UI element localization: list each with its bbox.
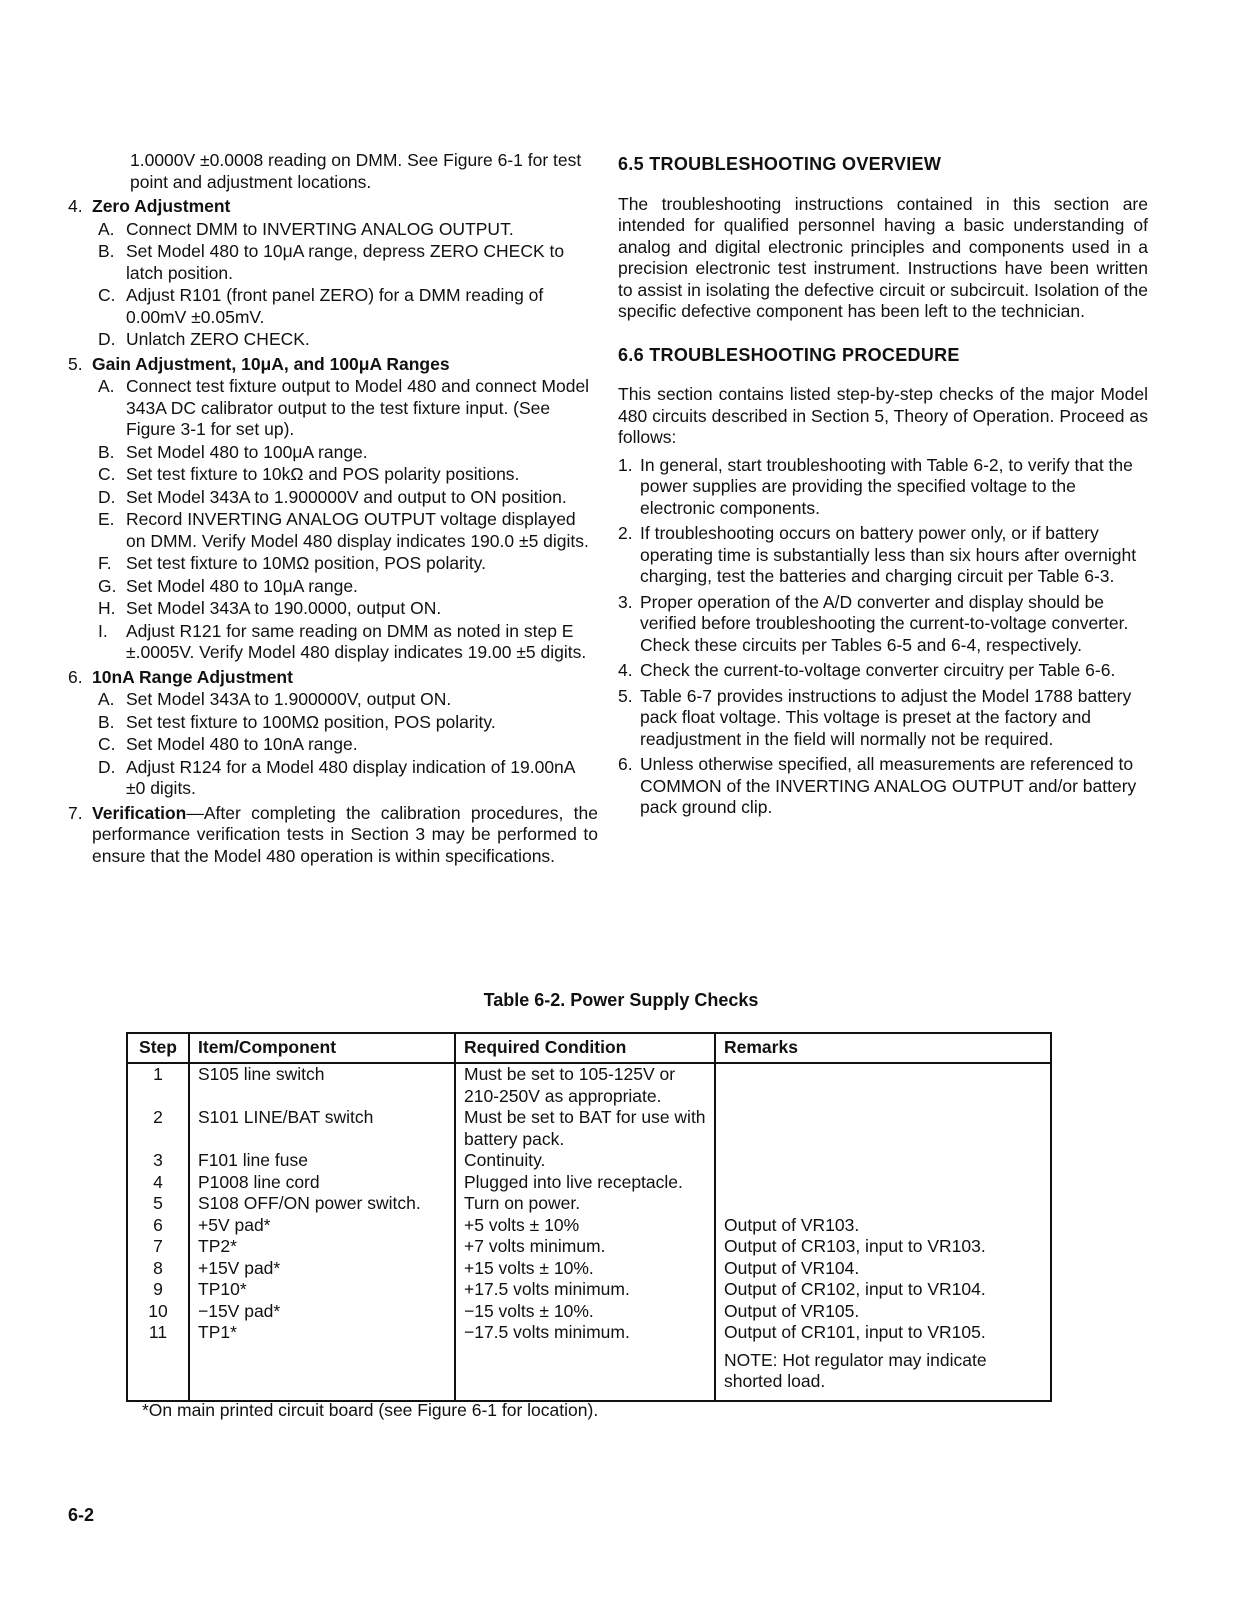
cell-step: 5 [127, 1193, 189, 1215]
substep-letter: C. [98, 734, 116, 754]
substep-text: Adjust R101 (front panel ZERO) for a DMM reading of 0.00mV ±0.05mV. [126, 285, 544, 327]
cell-step: 6 [127, 1215, 189, 1237]
substep [68, 487, 598, 509]
step-number: 6. [68, 666, 83, 687]
cell-condition: Turn on power. [455, 1193, 715, 1215]
cell-item: S101 LINE/BAT switch [189, 1107, 455, 1150]
step-text: In general, start troubleshooting with Table 6-2, to verify that the power supplies are providing the specified voltage to the electronic components. [640, 454, 1133, 518]
cell-item: TP10* [189, 1279, 455, 1301]
step-number: 6. [618, 754, 633, 774]
cell-condition: Must be set to BAT for use with battery pack. [455, 1107, 715, 1150]
step-text: If troubleshooting occurs on battery power only, or if battery operating time is substantially less than six hours after overnight charging, test the batteries and charging circuit per Table 6-3. [640, 523, 1137, 586]
substep-letter: H. [98, 598, 116, 618]
step-number: 5. [68, 353, 83, 374]
procedure-step [618, 686, 1148, 751]
substep [68, 219, 598, 241]
header-condition: Required Condition [455, 1033, 715, 1063]
cell-remarks: Output of VR103. [715, 1215, 1051, 1237]
substep-text: Set Model 480 to 10μA range, depress ZERO CHECK to latch position. [126, 241, 565, 283]
table-row [127, 1258, 1051, 1280]
table-row [127, 1322, 1051, 1344]
substep [68, 757, 598, 800]
step-title: Zero Adjustment [92, 196, 231, 216]
substep-text: Connect DMM to INVERTING ANALOG OUTPUT. [126, 218, 514, 239]
substep [68, 598, 598, 620]
cell-step: 11 [127, 1322, 189, 1344]
procedure-step [618, 754, 1148, 819]
step-number: 1. [618, 454, 633, 475]
table-row [127, 1301, 1051, 1323]
substep [68, 734, 598, 756]
cell-condition: +5 volts ± 10% [455, 1215, 715, 1237]
substep-text: Unlatch ZERO CHECK. [126, 329, 310, 349]
step-number: 2. [618, 523, 633, 543]
header-remarks: Remarks [715, 1033, 1051, 1063]
procedure-step [618, 660, 1148, 682]
table-row [127, 1193, 1051, 1215]
table-note-row [127, 1344, 1051, 1401]
table-row [127, 1150, 1051, 1172]
section-heading-procedure: 6.6 TROUBLESHOOTING PROCEDURE [618, 344, 960, 365]
table-footnote: *On main printed circuit board (see Figure 6-1 for location). [142, 1400, 599, 1420]
step-number: 3. [618, 591, 633, 612]
cell-condition: Must be set to 105-125V or 210-250V as appropriate. [455, 1063, 715, 1107]
table-row [127, 1172, 1051, 1194]
table-header-row [127, 1033, 1051, 1063]
cell-condition: −17.5 volts minimum. [455, 1322, 715, 1344]
step-number: 4. [68, 196, 83, 216]
cell-item: S108 OFF/ON power switch. [189, 1193, 455, 1215]
cell-condition: Plugged into live receptacle. [455, 1172, 715, 1194]
substep-letter: D. [98, 329, 116, 349]
substep-text: Set test fixture to 10MΩ position, POS polarity. [126, 553, 486, 573]
cell-remarks: Output of VR105. [715, 1301, 1051, 1323]
substep-letter: C. [98, 464, 116, 484]
cell-item: F101 line fuse [189, 1150, 455, 1172]
cell-item: TP1* [189, 1322, 455, 1344]
substep-letter: A. [98, 376, 115, 396]
substep [68, 329, 598, 351]
cell-condition: −15 volts ± 10%. [455, 1301, 715, 1323]
substep [68, 576, 598, 598]
cell-remarks [715, 1172, 1051, 1194]
cell-remarks [715, 1063, 1051, 1107]
cell-condition: +17.5 volts minimum. [455, 1279, 715, 1301]
substep [68, 464, 598, 486]
table-row [127, 1215, 1051, 1237]
continued-text: 1.0000V ±0.0008 reading on DMM. See Figure 6-1 for test point and adjustment locations. [130, 150, 582, 192]
substep-text: Set Model 480 to 10μA range. [126, 575, 358, 596]
step-text: Proper operation of the A/D converter and display should be verified before troubleshooting the current-to-voltage converter. Check these circuits per Tables 6-5 and 6-4, respectively. [640, 591, 1129, 655]
substep-letter: E. [98, 509, 115, 529]
header-item: Item/Component [189, 1033, 455, 1063]
table-row [127, 1236, 1051, 1258]
table-title: Table 6-2. Power Supply Checks [483, 990, 759, 1010]
procedure-paragraph: This section contains listed step-by-step checks of the major Model 480 circuits described in Section 5, Theory of Operation. Proceed as follows: [618, 384, 1148, 447]
page-number: 6-2 [68, 1505, 95, 1525]
substep-letter: C. [98, 285, 116, 305]
step-number: 5. [618, 685, 633, 706]
cell-step: 8 [127, 1258, 189, 1280]
cell-remarks [715, 1193, 1051, 1215]
cell-remarks: Output of CR101, input to VR105. [715, 1322, 1051, 1344]
cell-item: TP2* [189, 1236, 455, 1258]
step-6 [68, 667, 598, 689]
substep [68, 241, 598, 284]
substep-text: Set Model 343A to 190.0000, output ON. [126, 598, 442, 618]
substep [68, 621, 598, 664]
substep-letter: D. [98, 486, 116, 507]
procedure-step [618, 592, 1148, 657]
cell-condition: +15 volts ± 10%. [455, 1258, 715, 1280]
step-number: 4. [618, 660, 633, 680]
substep [68, 689, 598, 711]
substep-text: Set Model 480 to 100μA range. [126, 441, 368, 462]
cell-step: 2 [127, 1107, 189, 1150]
procedure-step [618, 523, 1148, 588]
section-heading-overview: 6.5 TROUBLESHOOTING OVERVIEW [618, 154, 942, 174]
substep-letter: I. [98, 620, 108, 641]
table-row [127, 1063, 1051, 1107]
cell-item: P1008 line cord [189, 1172, 455, 1194]
table-row [127, 1279, 1051, 1301]
cell-item: S105 line switch [189, 1063, 455, 1107]
substep-text: Set Model 343A to 1.900000V and output to ON position. [126, 486, 567, 507]
cell-remarks: Output of CR102, input to VR104. [715, 1279, 1051, 1301]
substep-text: Connect test fixture output to Model 480 and connect Model 343A DC calibrator output to the test fixture input. (See Figure 3-1 for set up). [126, 376, 590, 439]
cell-item: +15V pad* [189, 1258, 455, 1280]
substep-letter: A. [98, 218, 115, 239]
substep-letter: B. [98, 711, 115, 732]
cell-condition: +7 volts minimum. [455, 1236, 715, 1258]
cell-condition: Continuity. [455, 1150, 715, 1172]
table-row [127, 1107, 1051, 1150]
cell-step: 10 [127, 1301, 189, 1323]
left-column [68, 150, 598, 867]
step-title: Gain Adjustment, 10μA, and 100μA Ranges [92, 353, 450, 374]
procedure-step [618, 455, 1148, 520]
step-title: Verification [92, 802, 187, 823]
cell-step: 3 [127, 1150, 189, 1172]
substep-letter: F. [98, 553, 112, 573]
step-4 [68, 196, 598, 218]
cell-remarks: Output of CR103, input to VR103. [715, 1236, 1051, 1258]
step-7 [68, 803, 598, 868]
substep-letter: G. [98, 575, 117, 596]
cell-remarks [715, 1150, 1051, 1172]
cell-step: 9 [127, 1279, 189, 1301]
step-text: Unless otherwise specified, all measurements are referenced to COMMON of the INVERTING ANALOG OUTPUT and/or battery pack ground clip. [640, 754, 1137, 817]
step-text: Table 6-7 provides instructions to adjust the Model 1788 battery pack float voltage. This voltage is preset at the factory and readjustment in the field will normally not be required. [640, 685, 1132, 749]
table-note: NOTE: Hot regulator may indicate shorted load. [715, 1344, 1051, 1401]
substep [68, 376, 598, 441]
step-5 [68, 354, 598, 376]
substep-letter: D. [98, 756, 116, 777]
substep [68, 285, 598, 328]
substep-text: Record INVERTING ANALOG OUTPUT voltage displayed on DMM. Verify Model 480 display indicates 190.0 ±5 digits. [126, 509, 589, 551]
step-text: —After completing the calibration procedures, the performance verification tests in Section 3 may be performed to ensure that the Model 480 operation is within specifications. [92, 802, 598, 866]
substep-letter: B. [98, 441, 115, 462]
substep [68, 442, 598, 464]
overview-paragraph: The troubleshooting instructions contained in this section are intended for qualified personnel having a basic understanding of analog and digital electronic principles and components used in a precision electronic test instrument. Instructions have been written to assist in isolating the defective circuit or subcircuit. Isolation of the specific defective component has been left to the technician. [618, 193, 1148, 321]
substep-letter: A. [98, 689, 115, 709]
cell-step: 7 [127, 1236, 189, 1258]
right-column [618, 150, 1148, 819]
substep-text: Adjust R124 for a Model 480 display indication of 19.00nA ±0 digits. [126, 756, 575, 798]
substep [68, 509, 598, 552]
cell-item: −15V pad* [189, 1301, 455, 1323]
substep-text: Set test fixture to 10kΩ and POS polarity positions. [126, 464, 520, 484]
cell-step: 4 [127, 1172, 189, 1194]
cell-item: +5V pad* [189, 1215, 455, 1237]
substep-text: Set test fixture to 100MΩ position, POS polarity. [126, 711, 496, 732]
substep-text: Set Model 343A to 1.900000V, output ON. [126, 689, 452, 709]
step-text: Check the current-to-voltage converter circuitry per Table 6-6. [640, 660, 1116, 680]
substep-text: Adjust R121 for same reading on DMM as noted in step E ±.0005V. Verify Model 480 display indicates 19.00 ±5 digits. [126, 620, 587, 662]
header-step: Step [127, 1033, 189, 1063]
step-number: 7. [68, 802, 83, 823]
power-supply-table [126, 1032, 1052, 1402]
step-title: 10nA Range Adjustment [92, 666, 293, 687]
cell-remarks: Output of VR104. [715, 1258, 1051, 1280]
cell-remarks [715, 1107, 1051, 1150]
substep-text: Set Model 480 to 10nA range. [126, 734, 358, 754]
substep-letter: B. [98, 241, 115, 261]
cell-step: 1 [127, 1063, 189, 1107]
substep [68, 553, 598, 575]
substep [68, 712, 598, 734]
